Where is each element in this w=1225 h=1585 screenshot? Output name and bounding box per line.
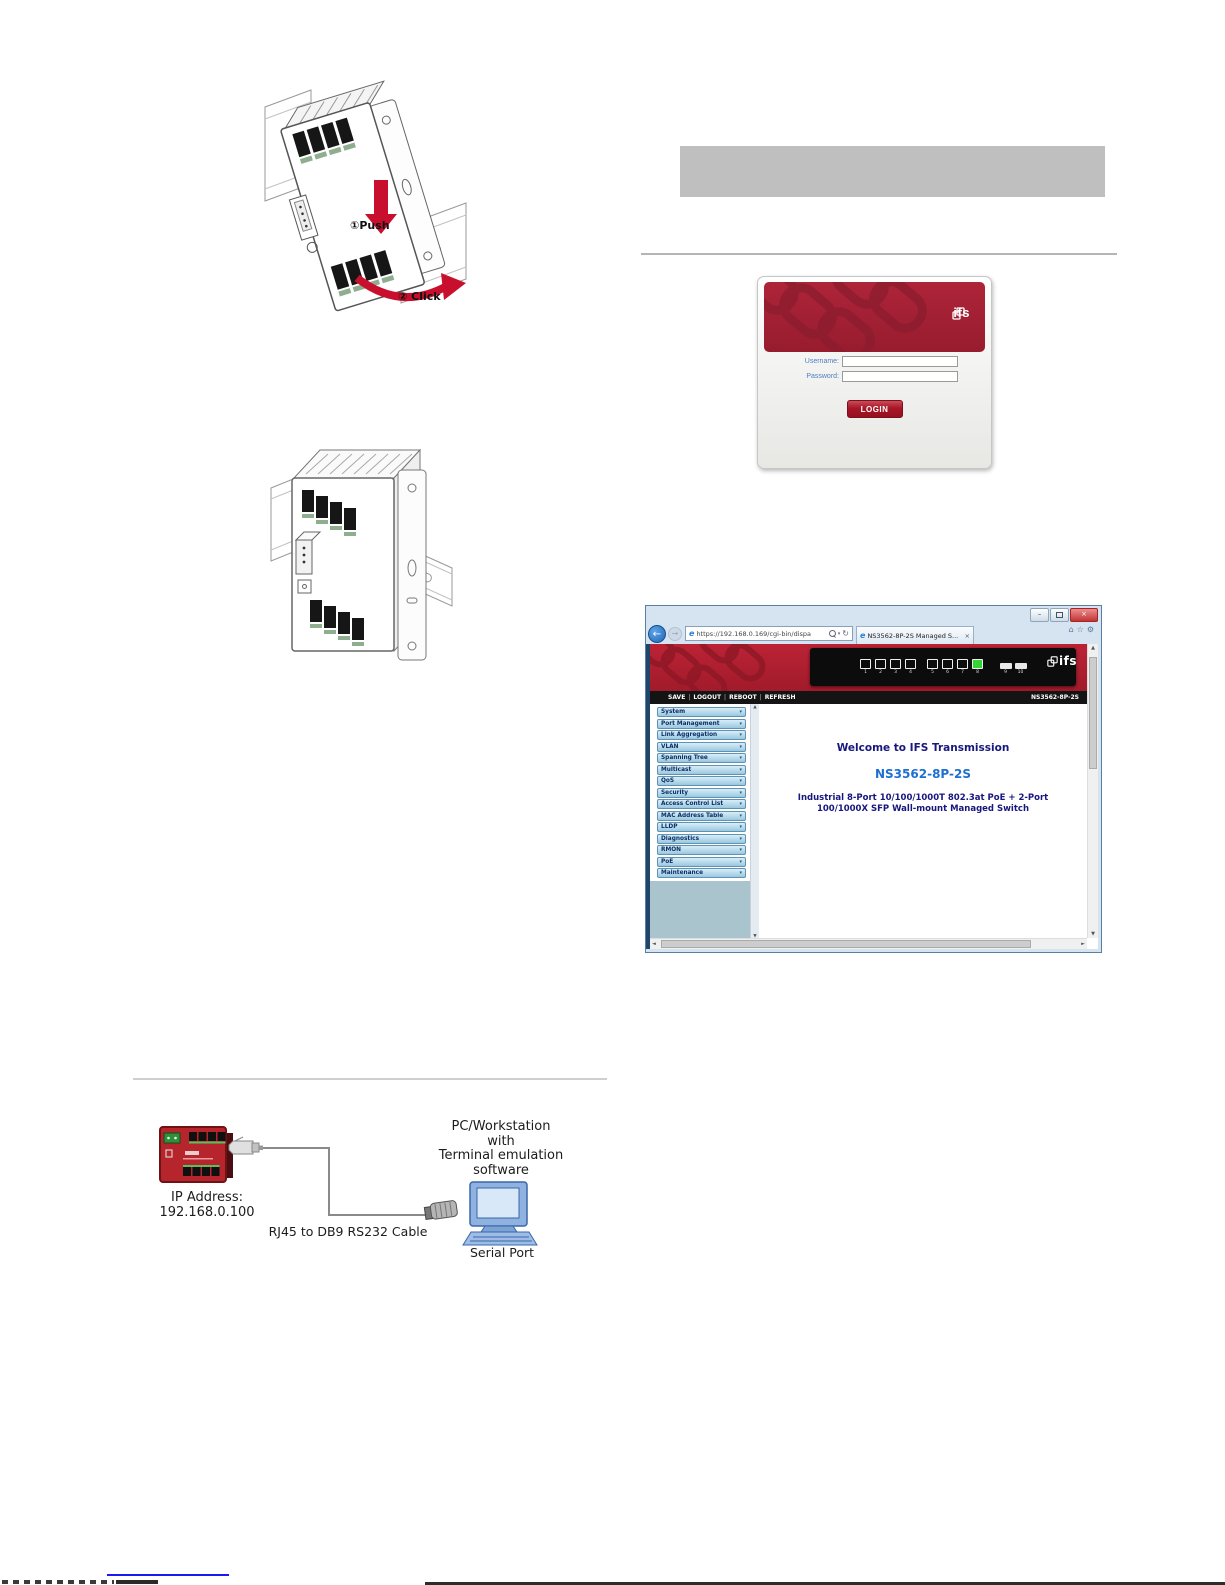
frame-scrollbar[interactable] xyxy=(750,704,759,938)
username-label: Username: xyxy=(804,358,839,365)
dropdown-icon[interactable]: ▾ xyxy=(837,630,841,637)
scroll-down-icon[interactable]: ▼ xyxy=(1091,931,1095,937)
close-button[interactable] xyxy=(1070,608,1098,622)
ifs-logo xyxy=(1047,656,1077,667)
port-group-5-8 xyxy=(926,659,984,675)
sidebar-item-maintenance[interactable]: Maintenance ▾ xyxy=(657,868,746,878)
ifs-logo-icon xyxy=(952,307,965,320)
username-row xyxy=(758,356,991,367)
ifs-logo-text: ifs xyxy=(1059,654,1077,668)
switch-illustration xyxy=(160,1127,233,1182)
password-row xyxy=(758,371,991,382)
back-button[interactable] xyxy=(648,625,666,643)
ifs-header-banner xyxy=(650,644,1087,691)
rj45-port-icon xyxy=(927,659,938,669)
port-6: 6 xyxy=(941,659,954,675)
port-1: 1 xyxy=(859,659,872,675)
maximize-button[interactable] xyxy=(1050,608,1069,622)
rj45-port-icon xyxy=(942,659,953,669)
sidebar-item-lldp[interactable]: LLDP ▾ xyxy=(657,822,746,832)
rj45-port-icon xyxy=(890,659,901,669)
chevron-down-icon: ▾ xyxy=(739,824,742,830)
refresh-link[interactable]: | REFRESH xyxy=(760,694,796,701)
window-controls xyxy=(1030,608,1098,622)
port-2: 2 xyxy=(874,659,887,675)
chevron-down-icon: ▾ xyxy=(739,720,742,727)
top-action-bar xyxy=(650,691,1087,704)
port-8-active: 8 xyxy=(971,659,984,675)
cable-label: RJ45 to DB9 RS232 Cable xyxy=(268,1224,428,1239)
port-5: 5 xyxy=(926,659,939,675)
clipped-footer-text xyxy=(116,1580,158,1584)
window-vertical-scrollbar[interactable] xyxy=(1087,644,1098,938)
home-icon[interactable]: ⌂ xyxy=(1068,625,1077,634)
chain-pattern xyxy=(650,644,800,691)
footer-link-underline xyxy=(107,1574,229,1576)
search-icon[interactable] xyxy=(829,630,836,637)
page-body xyxy=(650,704,1087,938)
sfp-port-10: 10 xyxy=(1014,660,1027,675)
ie-page-icon: e xyxy=(689,629,695,638)
chevron-down-icon: ▾ xyxy=(739,835,742,842)
reboot-link[interactable]: | REBOOT xyxy=(724,694,757,701)
refresh-icon[interactable]: ↻ xyxy=(842,629,849,638)
ip-address-label: IP Address: 192.168.0.100 xyxy=(141,1190,273,1220)
port-7: 7 xyxy=(956,659,969,675)
settings-gear-icon[interactable]: ⚙ xyxy=(1086,625,1097,634)
serial-cable xyxy=(263,1148,432,1215)
main-content xyxy=(759,704,1087,938)
window-horizontal-scrollbar[interactable] xyxy=(650,938,1087,949)
url-text[interactable]: https://192.168.0.169/cgi-bin/dispa xyxy=(696,629,811,638)
sidebar-item-spanning-tree[interactable]: Spanning Tree ▾ xyxy=(657,753,746,763)
chevron-down-icon: ▾ xyxy=(739,743,742,750)
sidebar-item-mac-address-table[interactable]: MAC Address Table ▾ xyxy=(657,811,746,821)
ifs-logo xyxy=(952,307,970,318)
chevron-down-icon: ▾ xyxy=(739,766,742,773)
forward-button[interactable] xyxy=(668,627,682,641)
sidebar-item-multicast[interactable]: Multicast ▾ xyxy=(657,765,746,775)
chevron-down-icon: ▾ xyxy=(739,812,742,819)
login-header xyxy=(764,282,985,352)
welcome-title: Welcome to IFS Transmission xyxy=(836,742,1010,754)
db9-connector xyxy=(424,1200,458,1220)
rj45-port-lit-icon xyxy=(972,659,983,669)
din-rail-mounted-drawing xyxy=(268,418,453,678)
sidebar-item-diagnostics[interactable]: Diagnostics ▾ xyxy=(657,834,746,844)
ifs-logo-text: ifs xyxy=(953,305,970,320)
sidebar-item-poe[interactable]: PoE ▾ xyxy=(657,857,746,867)
rj45-port-icon xyxy=(875,659,886,669)
port-4: 4 xyxy=(904,659,917,675)
action-links xyxy=(668,694,796,701)
username-input[interactable] xyxy=(842,356,958,367)
forward-arrow-icon: → xyxy=(671,629,679,638)
rj45-port-icon xyxy=(957,659,968,669)
sidebar-item-vlan[interactable]: VLAN ▾ xyxy=(657,742,746,752)
sfp-port-group xyxy=(999,660,1027,675)
password-input[interactable] xyxy=(842,371,958,382)
favorites-star-icon[interactable]: ☆ xyxy=(1076,625,1087,634)
navigation-sidebar xyxy=(650,704,750,938)
switch-front-panel-image xyxy=(810,648,1076,686)
sfp-slot-icon xyxy=(1015,663,1027,669)
chevron-down-icon: ▾ xyxy=(739,801,742,807)
sfp-slot-icon xyxy=(1000,663,1012,669)
clipped-footer-text xyxy=(2,1580,114,1584)
browser-navbar xyxy=(646,623,1101,644)
chevron-down-icon: ▾ xyxy=(739,709,742,715)
sidebar-item-access-control-list[interactable]: Access Control List ▾ xyxy=(657,799,746,809)
sidebar-item-link-aggregation[interactable]: Link Aggregation ▾ xyxy=(657,730,746,740)
back-arrow-icon: ← xyxy=(652,629,662,640)
close-icon: × xyxy=(1081,610,1087,618)
port-3: 3 xyxy=(889,659,902,675)
scroll-left-icon[interactable]: ◄ xyxy=(652,941,656,947)
scrollbar-thumb[interactable] xyxy=(661,940,1031,948)
logout-link[interactable]: | LOGOUT xyxy=(688,694,721,701)
port-group-1-4 xyxy=(859,659,917,675)
save-link[interactable]: SAVE xyxy=(668,694,686,701)
sidebar-filler xyxy=(650,881,750,938)
sfp-port-9: 9 xyxy=(999,660,1012,675)
password-label: Password: xyxy=(806,373,839,380)
tab-title: NS3562-8P-2S Managed S... xyxy=(867,631,959,640)
login-button[interactable]: LOGIN xyxy=(847,400,903,418)
scroll-up-icon[interactable]: ▲ xyxy=(1091,645,1095,651)
gray-placeholder-box xyxy=(680,146,1105,197)
section-divider-bottom xyxy=(133,1078,607,1080)
browser-window xyxy=(645,605,1102,953)
console-connection-diagram xyxy=(133,1093,611,1268)
rj45-port-icon xyxy=(860,659,871,669)
maximize-icon xyxy=(1056,612,1063,618)
browser-viewport xyxy=(650,644,1098,949)
ip-address-value: 192.168.0.100 xyxy=(159,1205,255,1220)
scroll-right-icon[interactable]: ► xyxy=(1081,941,1085,947)
scroll-up-icon[interactable]: ▲ xyxy=(753,705,757,710)
sidebar-item-security[interactable]: Security ▾ xyxy=(657,788,746,798)
sidebar-item-system[interactable]: System ▾ xyxy=(657,707,746,717)
switch-device-mounted xyxy=(292,450,426,660)
sidebar-item-port-management[interactable]: Port Management ▾ xyxy=(657,719,746,729)
din-rail-install-drawing xyxy=(253,52,468,317)
sidebar-item-rmon[interactable]: RMON ▾ xyxy=(657,845,746,855)
chevron-down-icon: ▾ xyxy=(739,847,742,853)
serial-port-label: Serial Port xyxy=(469,1245,535,1260)
browser-titlebar[interactable] xyxy=(646,606,1101,623)
chevron-down-icon: ▾ xyxy=(739,755,742,761)
webpage-area xyxy=(650,644,1087,938)
pc-illustration xyxy=(463,1182,537,1245)
welcome-description: Industrial 8-Port 10/100/1000T 802.3at PoE + 2-Port 100/1000X SFP Wall-mount Managed Switch xyxy=(797,793,1049,814)
chevron-down-icon: ▾ xyxy=(739,858,742,865)
model-badge: NS3562-8P-2S xyxy=(1031,694,1079,701)
login-panel xyxy=(757,276,992,469)
browser-tab[interactable] xyxy=(856,626,974,644)
address-bar[interactable] xyxy=(685,626,853,641)
minimize-icon: – xyxy=(1037,610,1042,618)
ifs-logo-icon xyxy=(1047,656,1058,667)
scrollbar-thumb[interactable] xyxy=(1089,657,1097,769)
rj45-connector xyxy=(229,1137,263,1154)
scroll-down-icon[interactable]: ▼ xyxy=(753,934,757,938)
rj45-port-icon xyxy=(905,659,916,669)
welcome-model: NS3562-8P-2S xyxy=(875,767,971,781)
browser-action-icons xyxy=(1069,625,1097,634)
push-step-label: ①Push xyxy=(350,219,390,232)
minimize-button[interactable] xyxy=(1030,608,1049,622)
close-tab-icon[interactable]: × xyxy=(964,631,970,640)
chevron-down-icon: ▾ xyxy=(739,789,742,796)
sidebar-item-qos[interactable]: QoS ▾ xyxy=(657,776,746,786)
ie-tab-icon: e xyxy=(860,631,866,640)
chevron-down-icon: ▾ xyxy=(739,778,742,784)
section-divider-top xyxy=(641,253,1117,255)
chevron-down-icon: ▾ xyxy=(739,732,742,738)
chevron-down-icon: ▾ xyxy=(739,870,742,876)
click-step-label: ② Click xyxy=(398,290,441,303)
pc-workstation-label: PC/Workstation with Terminal emulation software xyxy=(438,1119,564,1178)
